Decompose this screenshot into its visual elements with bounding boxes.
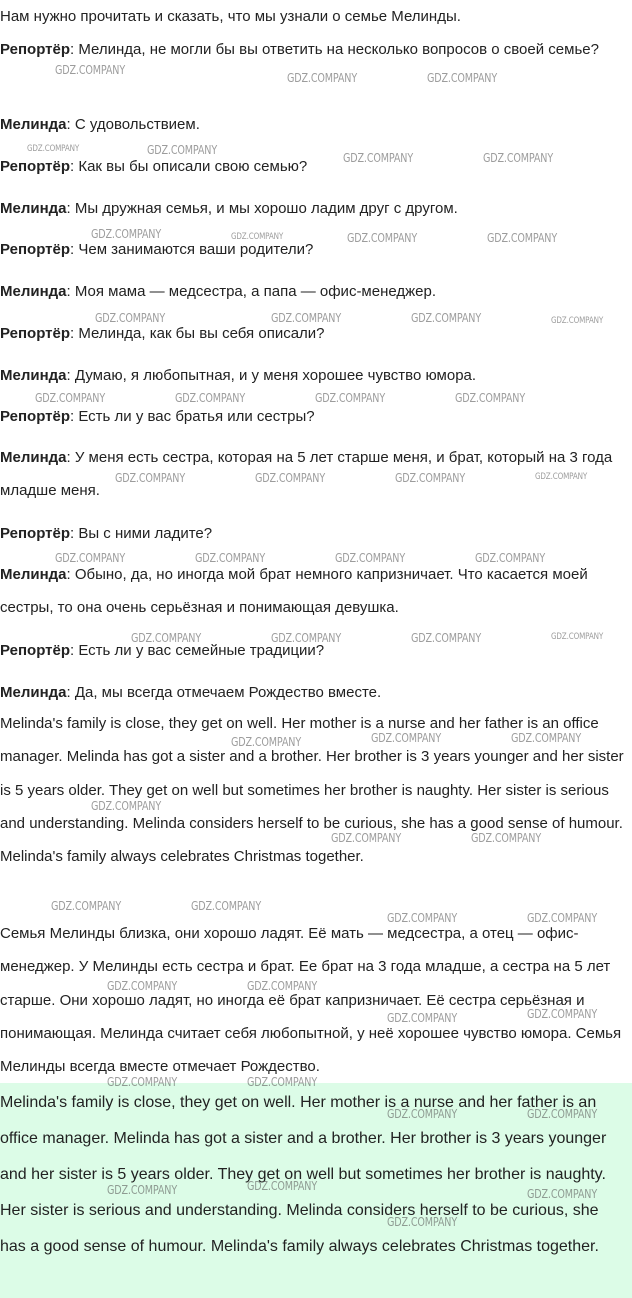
speaker: Репортёр bbox=[0, 241, 71, 258]
line-text: : С удовольствием. bbox=[66, 116, 200, 133]
watermark: GDZ.COMPANY bbox=[55, 63, 126, 77]
speaker: Мелинда bbox=[0, 684, 67, 701]
intro-text: Нам нужно прочитать и сказать, что мы узнали о семье Мелинды. bbox=[0, 8, 461, 25]
speaker: Репортёр bbox=[0, 325, 71, 342]
dialogue-line-8 bbox=[0, 407, 630, 426]
speaker: Мелинда bbox=[0, 200, 67, 217]
watermark: GDZ.COMPANY bbox=[107, 979, 178, 993]
line-text: : Чем занимаются ваши родители? bbox=[70, 241, 314, 258]
watermark: GDZ.COMPANY bbox=[147, 143, 218, 157]
watermark: GDZ.COMPANY bbox=[231, 735, 302, 749]
dialogue-line-10 bbox=[0, 524, 630, 543]
dialogue-line-13 bbox=[0, 683, 630, 702]
watermark: GDZ.COMPANY bbox=[527, 1187, 598, 1201]
line-text: : Как вы бы описали свою семью? bbox=[70, 158, 308, 175]
speaker: Мелинда bbox=[0, 116, 67, 133]
watermark: GDZ.COMPANY bbox=[255, 471, 326, 485]
watermark: GDZ.COMPANY bbox=[331, 831, 402, 845]
speaker: Мелинда bbox=[0, 566, 67, 583]
watermark: GDZ.COMPANY bbox=[107, 1183, 178, 1197]
watermark: GDZ.COMPANY bbox=[471, 831, 542, 845]
watermark: GDZ.COMPANY bbox=[335, 551, 406, 565]
watermark: GDZ.COMPANY bbox=[107, 1075, 178, 1089]
answer-highlight-box bbox=[0, 1083, 632, 1298]
watermark: GDZ.COMPANY bbox=[347, 231, 418, 245]
watermark: GDZ.COMPANY bbox=[27, 144, 80, 154]
watermark: GDZ.COMPANY bbox=[51, 899, 122, 913]
watermark: GDZ.COMPANY bbox=[427, 71, 498, 85]
watermark: GDZ.COMPANY bbox=[247, 1179, 318, 1193]
speaker: Репортёр bbox=[0, 525, 71, 542]
watermark: GDZ.COMPANY bbox=[411, 311, 482, 325]
watermark: GDZ.COMPANY bbox=[191, 899, 262, 913]
dialogue-line-1 bbox=[0, 115, 630, 134]
watermark: GDZ.COMPANY bbox=[387, 1011, 458, 1025]
dialogue-line-2 bbox=[0, 157, 630, 176]
watermark: GDZ.COMPANY bbox=[231, 232, 284, 242]
watermark: GDZ.COMPANY bbox=[411, 631, 482, 645]
summary-english: Melinda's family is close, they get on well. Her mother is a nurse and her father is an office manager. Melinda has got a sister and a brother. Her brother is 3 years younger and her sister is 5 years older. They get on well but sometimes her brother is naughty. Her sister is serious and understanding. Melinda considers herself to be curious, she has a good sense of humour. Melinda's family always celebrates Christmas together. bbox=[0, 715, 624, 866]
watermark: GDZ.COMPANY bbox=[35, 391, 106, 405]
line-text: : Мелинда, как бы вы себя описали? bbox=[70, 325, 325, 342]
watermark: GDZ.COMPANY bbox=[195, 551, 266, 565]
speaker: Мелинда bbox=[0, 283, 67, 300]
watermark: GDZ.COMPANY bbox=[527, 1107, 598, 1121]
watermark: GDZ.COMPANY bbox=[527, 1007, 598, 1021]
line-text: : Вы с ними ладите? bbox=[70, 525, 213, 542]
watermark: GDZ.COMPANY bbox=[91, 799, 162, 813]
line-text: : Обыно, да, но иногда мой брат немного капризничает. Что касается моей сестры, то она очень серьёзная и понимающая девушка. bbox=[0, 566, 588, 616]
watermark: GDZ.COMPANY bbox=[55, 551, 126, 565]
watermark: GDZ.COMPANY bbox=[487, 231, 558, 245]
watermark: GDZ.COMPANY bbox=[315, 391, 386, 405]
speaker: Репортёр bbox=[0, 158, 71, 175]
dialogue-line-6 bbox=[0, 324, 630, 343]
watermark: GDZ.COMPANY bbox=[455, 391, 526, 405]
watermark: GDZ.COMPANY bbox=[115, 471, 186, 485]
line-text: : Мы дружная семья, и мы хорошо ладим друг с другом. bbox=[66, 200, 458, 217]
watermark: GDZ.COMPANY bbox=[511, 731, 582, 745]
line-text: : Думаю, я любопытная, и у меня хорошее чувство юмора. bbox=[66, 367, 477, 384]
watermark: GDZ.COMPANY bbox=[131, 631, 202, 645]
speaker: Мелинда bbox=[0, 367, 67, 384]
line-text: : Есть ли у вас братья или сестры? bbox=[70, 408, 315, 425]
dialogue-line-7 bbox=[0, 366, 630, 385]
watermark: GDZ.COMPANY bbox=[247, 979, 318, 993]
watermark: GDZ.COMPANY bbox=[271, 311, 342, 325]
watermark: GDZ.COMPANY bbox=[535, 472, 588, 482]
dialogue-line-9 bbox=[0, 441, 630, 507]
watermark: GDZ.COMPANY bbox=[247, 1075, 318, 1089]
watermark: GDZ.COMPANY bbox=[551, 316, 604, 326]
dialogue-line-4 bbox=[0, 240, 630, 259]
dialogue-line-0 bbox=[0, 33, 630, 66]
dialogue-line-11 bbox=[0, 558, 630, 624]
watermark: GDZ.COMPANY bbox=[175, 391, 246, 405]
line-text: : Моя мама — медсестра, а папа — офис-менеджер. bbox=[66, 283, 437, 300]
speaker: Репортёр bbox=[0, 642, 71, 659]
watermark: GDZ.COMPANY bbox=[91, 227, 162, 241]
watermark: GDZ.COMPANY bbox=[387, 911, 458, 925]
watermark: GDZ.COMPANY bbox=[95, 311, 166, 325]
line-text: : У меня есть сестра, которая на 5 лет старше меня, и брат, который на 3 года младше меня. bbox=[0, 449, 613, 499]
line-text: : Есть ли у вас семейные традиции? bbox=[70, 642, 325, 659]
watermark: GDZ.COMPANY bbox=[395, 471, 466, 485]
watermark: GDZ.COMPANY bbox=[527, 911, 598, 925]
speaker: Репортёр bbox=[0, 41, 71, 58]
watermark: GDZ.COMPANY bbox=[387, 1215, 458, 1229]
speaker: Репортёр bbox=[0, 408, 71, 425]
answer-english: Melinda's family is close, they get on well. Her mother is a nurse and her father is an office manager. Melinda has got a sister and a brother. Her brother is 3 years younger and her sister is 5 years older. They get on well but sometimes her brother is naughty. Her sister is serious and understanding. Melinda considers herself to be curious, she has a good sense of humour. Melinda's family always celebrates Christmas together. bbox=[0, 1094, 607, 1255]
watermark: GDZ.COMPANY bbox=[343, 151, 414, 165]
speaker: Мелинда bbox=[0, 449, 67, 466]
watermark: GDZ.COMPANY bbox=[483, 151, 554, 165]
watermark: GDZ.COMPANY bbox=[387, 1107, 458, 1121]
dialogue-line-3 bbox=[0, 199, 630, 218]
watermark: GDZ.COMPANY bbox=[271, 631, 342, 645]
watermark: GDZ.COMPANY bbox=[551, 632, 604, 642]
watermark: GDZ.COMPANY bbox=[371, 731, 442, 745]
line-text: : Да, мы всегда отмечаем Рождество вместе. bbox=[66, 684, 382, 701]
watermark: GDZ.COMPANY bbox=[475, 551, 546, 565]
dialogue-line-5 bbox=[0, 282, 630, 301]
watermark: GDZ.COMPANY bbox=[287, 71, 358, 85]
line-text: : Мелинда, не могли бы вы ответить на несколько вопросов о своей семье? bbox=[70, 41, 599, 58]
dialogue-line-12 bbox=[0, 641, 630, 660]
summary-russian: Семья Мелинды близка, они хорошо ладят. Её мать — медсестра, а отец — офис-менеджер. У Мелинды есть сестра и брат. Ее брат на 3 года младше, а сестра на 5 лет старше. Они хорошо ладят, но иногда её брат капризничает. Её сестра серьёзная и понимающая. Мелинда считает себя любопытной, у неё хорошее чувство юмора. Семья Мелинды всегда вместе отмечает Рождество. bbox=[0, 925, 622, 1076]
